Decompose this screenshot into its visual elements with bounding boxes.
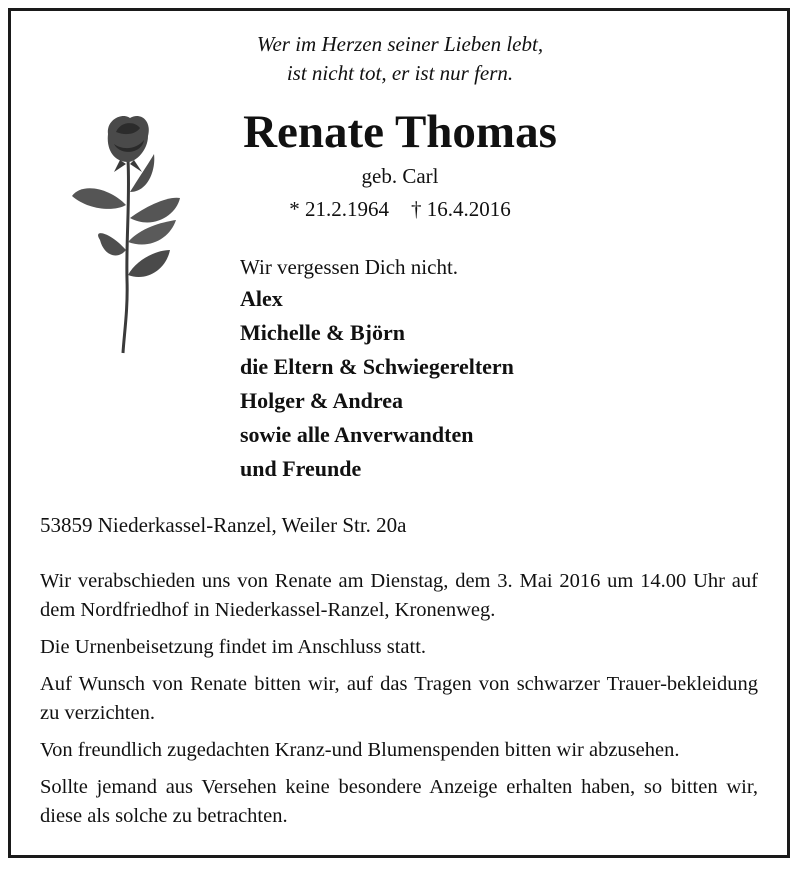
quote-line-2: ist nicht tot, er ist nur fern.	[286, 61, 514, 85]
mourners-block	[240, 252, 660, 486]
death-date: † 16.4.2016	[411, 197, 511, 221]
life-dates	[250, 195, 550, 223]
funeral-details	[40, 567, 758, 839]
mourners-intro: Wir vergessen Dich nicht.	[240, 255, 459, 279]
dress-request-paragraph: Auf Wunsch von Renate bitten wir, auf das Tragen von schwarzer Trauer-bekleidung zu verzichten.	[40, 673, 758, 724]
quote	[150, 30, 650, 88]
mourner-name: Michelle & Björn	[240, 320, 405, 345]
maiden-name: geb. Carl	[361, 164, 439, 188]
rose-icon	[70, 110, 190, 355]
birth-date: * 21.2.1964	[289, 197, 389, 221]
quote-line-1: Wer im Herzen seiner Lieben lebt,	[256, 32, 544, 56]
deceased-name: Renate Thomas	[243, 106, 557, 158]
mourner-name: sowie alle Anverwandten	[240, 422, 474, 447]
flowers-paragraph: Von freundlich zugedachten Kranz-und Blumenspenden bitten wir abzusehen.	[40, 739, 680, 761]
mourner-name: und Freunde	[240, 456, 362, 481]
service-paragraph: Wir verabschieden uns von Renate am Dienstag, dem 3. Mai 2016 um 14.00 Uhr auf dem Nordfriedhof in Niederkassel-Ranzel, Kronenweg.	[40, 570, 758, 621]
mourner-name: Holger & Andrea	[240, 388, 403, 413]
notification-paragraph: Sollte jemand aus Versehen keine besondere Anzeige erhalten haben, so bitten wir, diese als solche zu betrachten.	[40, 776, 758, 827]
burial-paragraph: Die Urnenbeisetzung findet im Anschluss statt.	[40, 636, 427, 658]
mourner-name: Alex	[240, 286, 283, 311]
family-address: 53859 Niederkassel-Ranzel, Weiler Str. 20a	[40, 513, 407, 537]
mourner-name: die Eltern & Schwiegereltern	[240, 354, 514, 379]
